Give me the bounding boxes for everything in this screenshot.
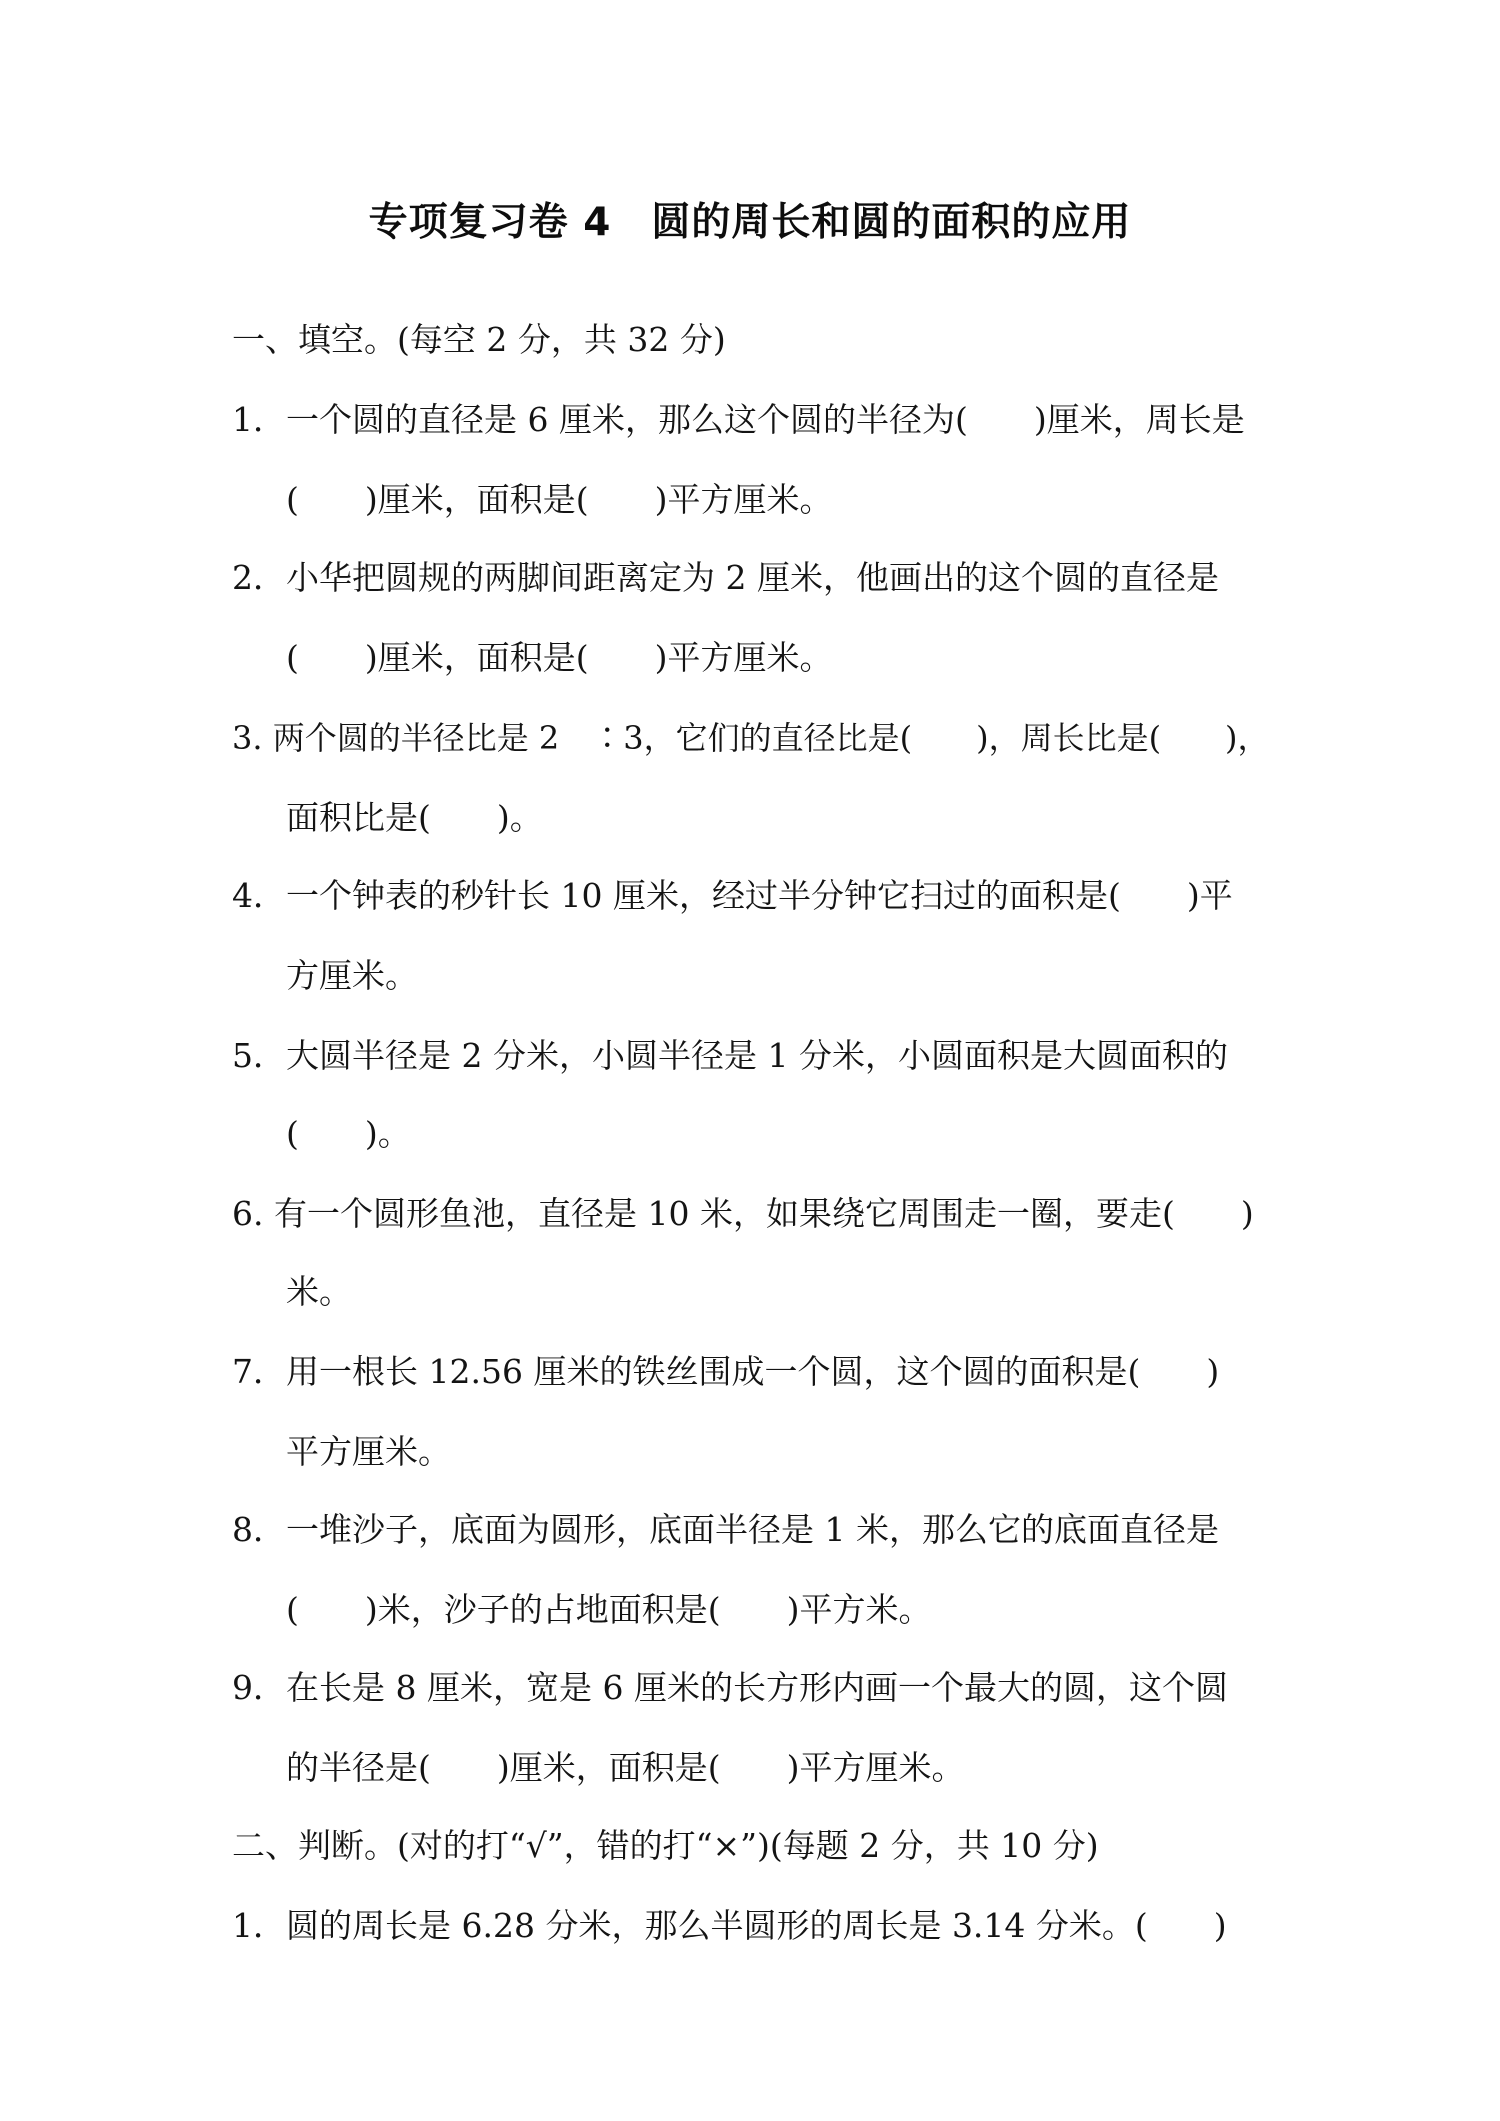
question-7-line-2: 平方厘米。 bbox=[286, 1432, 451, 1471]
section-heading-true-false: 二、判断。(对的打“√”，错的打“×”)(每题 2 分，共 10 分) bbox=[232, 1826, 1099, 1865]
question-2-line-2: ( )厘米，面积是( )平方厘米。 bbox=[286, 638, 833, 677]
question-4-line-1: 4．一个钟表的秒针长 10 厘米，经过半分钟它扫过的面积是( )平 bbox=[232, 876, 1233, 915]
question-9-line-2: 的半径是( )厘米，面积是( )平方厘米。 bbox=[286, 1748, 965, 1787]
question-5-line-1: 5．大圆半径是 2 分米，小圆半径是 1 分米，小圆面积是大圆面积的 bbox=[232, 1036, 1228, 1075]
judge-question-1: 1．圆的周长是 6.28 分米，那么半圆形的周长是 3.14 分米。( ) bbox=[232, 1906, 1227, 1945]
question-9-line-1: 9．在长是 8 厘米，宽是 6 厘米的长方形内画一个最大的圆，这个圆 bbox=[232, 1668, 1228, 1707]
question-8-line-1: 8．一堆沙子，底面为圆形，底面半径是 1 米，那么它的底面直径是 bbox=[232, 1510, 1219, 1549]
page-title: 专项复习卷 4 圆的周长和圆的面积的应用 bbox=[368, 200, 1132, 245]
question-6-line-2: 米。 bbox=[286, 1272, 352, 1311]
question-7-line-1: 7．用一根长 12.56 厘米的铁丝围成一个圆，这个圆的面积是( ) bbox=[232, 1352, 1220, 1391]
question-8-line-2: ( )米，沙子的占地面积是( )平方米。 bbox=[286, 1590, 932, 1629]
question-1-line-1: 1．一个圆的直径是 6 厘米，那么这个圆的半径为( )厘米，周长是 bbox=[232, 400, 1245, 439]
section-heading-fill-blank: 一、填空。(每空 2 分，共 32 分) bbox=[232, 320, 726, 359]
question-1-line-2: ( )厘米，面积是( )平方厘米。 bbox=[286, 480, 833, 519]
question-2-line-1: 2．小华把圆规的两脚间距离定为 2 厘米，他画出的这个圆的直径是 bbox=[232, 558, 1219, 597]
question-6-line-1: 6. 有一个圆形鱼池，直径是 10 米，如果绕它周围走一圈，要走( ) bbox=[232, 1194, 1254, 1233]
question-4-line-2: 方厘米。 bbox=[286, 956, 418, 995]
question-5-line-2: ( )。 bbox=[286, 1114, 411, 1153]
question-3-line-1: 3. 两个圆的半径比是 2 ∶3，它们的直径比是( )，周长比是( )， bbox=[232, 719, 1270, 757]
question-3-line-2: 面积比是( )。 bbox=[286, 798, 543, 837]
